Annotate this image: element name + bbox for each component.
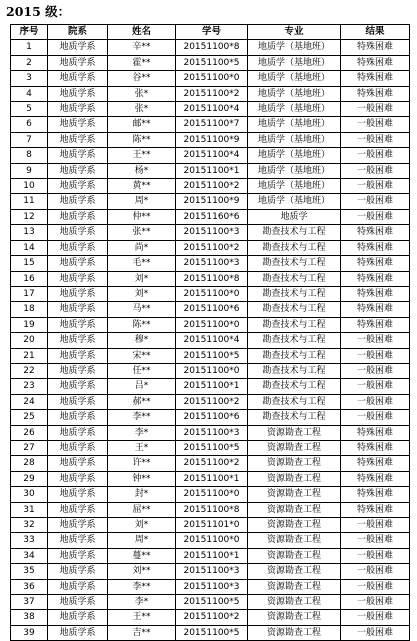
cell-major: 勘查技术与工程 [248, 256, 341, 271]
cell-student-id: 20151160*6 [176, 209, 248, 224]
student-table [10, 24, 410, 641]
cell-index: 7 [11, 132, 48, 147]
cell-index: 39 [11, 625, 48, 640]
table-row [11, 379, 410, 394]
cell-name: 张* [108, 86, 176, 101]
table-row [11, 102, 410, 117]
cell-name: 许** [108, 456, 176, 471]
cell-index: 12 [11, 209, 48, 224]
cell-student-id: 20151100*3 [176, 564, 248, 579]
cell-student-id: 20151100*2 [176, 179, 248, 194]
cell-index: 23 [11, 379, 48, 394]
cell-index: 19 [11, 317, 48, 332]
cell-result: 一般困难 [341, 394, 410, 409]
cell-student-id: 20151100*1 [176, 548, 248, 563]
cell-student-id: 20151100*0 [176, 363, 248, 378]
cell-department: 地质学系 [48, 456, 108, 471]
cell-major: 资源勘查工程 [248, 625, 341, 640]
table-row [11, 425, 410, 440]
cell-index: 3 [11, 71, 48, 86]
cell-department: 地质学系 [48, 117, 108, 132]
cell-major: 资源勘查工程 [248, 471, 341, 486]
cell-name: 穆* [108, 333, 176, 348]
cell-major: 地质学（基地班） [248, 86, 341, 101]
table-row [11, 71, 410, 86]
cell-department: 地质学系 [48, 333, 108, 348]
cell-major: 地质学（基地班） [248, 163, 341, 178]
cell-result: 特殊困难 [341, 225, 410, 240]
cell-result: 特殊困难 [341, 271, 410, 286]
cell-major: 地质学（基地班） [248, 71, 341, 86]
table-row [11, 333, 410, 348]
cell-result: 一般困难 [341, 132, 410, 147]
cell-name: 李* [108, 425, 176, 440]
cell-name: 吉** [108, 625, 176, 640]
cell-major: 地质学（基地班） [248, 179, 341, 194]
cell-student-id: 20151100*0 [176, 317, 248, 332]
cell-result: 一般困难 [341, 410, 410, 425]
cell-name: 宋** [108, 348, 176, 363]
cell-student-id: 20151100*0 [176, 286, 248, 301]
cell-student-id: 20151100*1 [176, 379, 248, 394]
cell-major: 资源勘查工程 [248, 548, 341, 563]
cell-major: 地质学（基地班） [248, 132, 341, 147]
cell-student-id: 20151100*8 [176, 271, 248, 286]
cell-department: 地质学系 [48, 425, 108, 440]
cell-department: 地质学系 [48, 487, 108, 502]
cell-department: 地质学系 [48, 148, 108, 163]
cell-result: 特殊困难 [341, 71, 410, 86]
cell-department: 地质学系 [48, 286, 108, 301]
cell-index: 37 [11, 595, 48, 610]
cell-department: 地质学系 [48, 132, 108, 147]
cell-student-id: 20151100*8 [176, 40, 248, 55]
cell-student-id: 20151100*4 [176, 102, 248, 117]
cell-index: 2 [11, 55, 48, 70]
cell-major: 勘查技术与工程 [248, 333, 341, 348]
cell-department: 地质学系 [48, 610, 108, 625]
cell-name: 陈** [108, 317, 176, 332]
cell-result: 特殊困难 [341, 487, 410, 502]
table-row [11, 302, 410, 317]
cell-result: 特殊困难 [341, 502, 410, 517]
cell-major: 资源勘查工程 [248, 456, 341, 471]
cell-major: 勘查技术与工程 [248, 271, 341, 286]
cell-student-id: 20151100*3 [176, 425, 248, 440]
cell-index: 27 [11, 440, 48, 455]
cell-major: 资源勘查工程 [248, 502, 341, 517]
cell-name: 刘* [108, 271, 176, 286]
cell-result: 一般困难 [341, 148, 410, 163]
cell-department: 地质学系 [48, 271, 108, 286]
cell-student-id: 20151100*5 [176, 440, 248, 455]
cell-name: 王** [108, 610, 176, 625]
cell-major: 勘查技术与工程 [248, 379, 341, 394]
cell-name: 刘* [108, 286, 176, 301]
page-title: 2015 级： [6, 4, 71, 19]
cell-student-id: 20151100*0 [176, 533, 248, 548]
cell-major: 地质学（基地班） [248, 40, 341, 55]
cell-index: 10 [11, 179, 48, 194]
cell-department: 地质学系 [48, 533, 108, 548]
cell-student-id: 20151100*4 [176, 333, 248, 348]
cell-student-id: 20151100*9 [176, 132, 248, 147]
cell-index: 32 [11, 518, 48, 533]
cell-student-id: 20151100*5 [176, 595, 248, 610]
table-row [11, 625, 410, 640]
cell-department: 地质学系 [48, 363, 108, 378]
cell-name: 李** [108, 579, 176, 594]
cell-result: 特殊困难 [341, 317, 410, 332]
cell-index: 33 [11, 533, 48, 548]
cell-index: 18 [11, 302, 48, 317]
cell-name: 霍** [108, 55, 176, 70]
cell-name: 刘* [108, 518, 176, 533]
cell-department: 地质学系 [48, 502, 108, 517]
cell-index: 31 [11, 502, 48, 517]
cell-department: 地质学系 [48, 579, 108, 594]
cell-index: 5 [11, 102, 48, 117]
cell-result: 一般困难 [341, 625, 410, 640]
cell-index: 11 [11, 194, 48, 209]
cell-index: 1 [11, 40, 48, 55]
cell-name: 邮** [108, 117, 176, 132]
cell-index: 28 [11, 456, 48, 471]
cell-department: 地质学系 [48, 256, 108, 271]
cell-result: 一般困难 [341, 348, 410, 363]
cell-student-id: 20151100*9 [176, 194, 248, 209]
cell-index: 30 [11, 487, 48, 502]
cell-department: 地质学系 [48, 410, 108, 425]
cell-major: 地质学（基地班） [248, 148, 341, 163]
header-major: 专业 [248, 25, 341, 40]
table-body [11, 40, 410, 641]
cell-student-id: 20151100*3 [176, 256, 248, 271]
cell-major: 勘查技术与工程 [248, 240, 341, 255]
cell-student-id: 20151100*4 [176, 148, 248, 163]
cell-result: 特殊困难 [341, 240, 410, 255]
cell-result: 一般困难 [341, 117, 410, 132]
cell-department: 地质学系 [48, 548, 108, 563]
cell-department: 地质学系 [48, 564, 108, 579]
table-row [11, 456, 410, 471]
cell-index: 6 [11, 117, 48, 132]
cell-major: 资源勘查工程 [248, 425, 341, 440]
cell-result: 一般困难 [341, 564, 410, 579]
cell-student-id: 20151100*0 [176, 71, 248, 86]
cell-department: 地质学系 [48, 595, 108, 610]
table-row [11, 86, 410, 101]
header-result: 结果 [341, 25, 410, 40]
cell-result: 一般困难 [341, 610, 410, 625]
header-student-id: 学号 [176, 25, 248, 40]
cell-name: 辛** [108, 40, 176, 55]
cell-index: 29 [11, 471, 48, 486]
cell-name: 仲** [108, 209, 176, 224]
cell-major: 资源勘查工程 [248, 487, 341, 502]
cell-index: 16 [11, 271, 48, 286]
cell-student-id: 20151100*3 [176, 579, 248, 594]
cell-department: 地质学系 [48, 102, 108, 117]
cell-result: 一般困难 [341, 533, 410, 548]
cell-department: 地质学系 [48, 379, 108, 394]
cell-major: 勘查技术与工程 [248, 317, 341, 332]
cell-major: 资源勘查工程 [248, 518, 341, 533]
cell-name: 王* [108, 440, 176, 455]
table-row [11, 225, 410, 240]
cell-result: 一般困难 [341, 163, 410, 178]
cell-index: 8 [11, 148, 48, 163]
cell-student-id: 20151100*2 [176, 86, 248, 101]
cell-name: 杨* [108, 163, 176, 178]
cell-major: 资源勘查工程 [248, 533, 341, 548]
cell-result: 一般困难 [341, 548, 410, 563]
cell-name: 张* [108, 102, 176, 117]
cell-name: 马** [108, 302, 176, 317]
table-row [11, 471, 410, 486]
table-row [11, 256, 410, 271]
cell-name: 李** [108, 410, 176, 425]
table-row [11, 117, 410, 132]
cell-major: 资源勘查工程 [248, 440, 341, 455]
cell-name: 吕* [108, 379, 176, 394]
cell-name: 王** [108, 148, 176, 163]
header-index: 序号 [11, 25, 48, 40]
cell-name: 尚* [108, 240, 176, 255]
header-name: 姓名 [108, 25, 176, 40]
cell-student-id: 20151101*0 [176, 518, 248, 533]
table-row [11, 518, 410, 533]
cell-result: 特殊困难 [341, 425, 410, 440]
cell-name: 黄** [108, 179, 176, 194]
cell-department: 地质学系 [48, 179, 108, 194]
cell-major: 地质学 [248, 209, 341, 224]
table-row [11, 194, 410, 209]
cell-student-id: 20151100*5 [176, 55, 248, 70]
cell-major: 勘查技术与工程 [248, 225, 341, 240]
cell-major: 资源勘查工程 [248, 595, 341, 610]
cell-student-id: 20151100*1 [176, 471, 248, 486]
cell-index: 14 [11, 240, 48, 255]
cell-index: 25 [11, 410, 48, 425]
cell-student-id: 20151100*2 [176, 456, 248, 471]
cell-department: 地质学系 [48, 209, 108, 224]
table-row [11, 317, 410, 332]
cell-major: 地质学（基地班） [248, 55, 341, 70]
cell-index: 22 [11, 363, 48, 378]
table-row [11, 394, 410, 409]
cell-name: 陈** [108, 132, 176, 147]
cell-name: 刘** [108, 564, 176, 579]
cell-index: 35 [11, 564, 48, 579]
table-row [11, 564, 410, 579]
table-row [11, 148, 410, 163]
cell-result: 一般困难 [341, 102, 410, 117]
cell-name: 周* [108, 533, 176, 548]
table-row [11, 610, 410, 625]
cell-major: 资源勘查工程 [248, 579, 341, 594]
cell-department: 地质学系 [48, 40, 108, 55]
cell-student-id: 20151100*3 [176, 225, 248, 240]
cell-department: 地质学系 [48, 302, 108, 317]
cell-department: 地质学系 [48, 625, 108, 640]
table-row [11, 410, 410, 425]
cell-name: 屈** [108, 502, 176, 517]
cell-student-id: 20151100*8 [176, 502, 248, 517]
cell-major: 勘查技术与工程 [248, 286, 341, 301]
cell-result: 特殊困难 [341, 471, 410, 486]
cell-major: 地质学（基地班） [248, 102, 341, 117]
cell-index: 4 [11, 86, 48, 101]
table-row [11, 132, 410, 147]
cell-result: 特殊困难 [341, 86, 410, 101]
cell-department: 地质学系 [48, 317, 108, 332]
cell-result: 一般困难 [341, 518, 410, 533]
cell-result: 特殊困难 [341, 456, 410, 471]
cell-name: 封* [108, 487, 176, 502]
cell-name: 钟** [108, 471, 176, 486]
cell-result: 一般困难 [341, 333, 410, 348]
cell-department: 地质学系 [48, 240, 108, 255]
cell-major: 资源勘查工程 [248, 610, 341, 625]
cell-index: 20 [11, 333, 48, 348]
cell-student-id: 20151100*0 [176, 487, 248, 502]
cell-index: 24 [11, 394, 48, 409]
cell-name: 郝** [108, 394, 176, 409]
cell-name: 毛** [108, 256, 176, 271]
table-row [11, 240, 410, 255]
cell-result: 特殊困难 [341, 440, 410, 455]
cell-result: 一般困难 [341, 379, 410, 394]
cell-major: 地质学（基地班） [248, 194, 341, 209]
cell-department: 地质学系 [48, 163, 108, 178]
cell-index: 9 [11, 163, 48, 178]
cell-department: 地质学系 [48, 518, 108, 533]
table-row [11, 440, 410, 455]
cell-index: 38 [11, 610, 48, 625]
cell-department: 地质学系 [48, 394, 108, 409]
cell-student-id: 20151100*6 [176, 302, 248, 317]
cell-student-id: 20151100*2 [176, 610, 248, 625]
cell-major: 勘查技术与工程 [248, 410, 341, 425]
cell-student-id: 20151100*7 [176, 117, 248, 132]
cell-result: 一般困难 [341, 179, 410, 194]
cell-department: 地质学系 [48, 86, 108, 101]
cell-result: 特殊困难 [341, 55, 410, 70]
cell-name: 周* [108, 194, 176, 209]
cell-student-id: 20151100*1 [176, 163, 248, 178]
table-row [11, 40, 410, 55]
header-department: 院系 [48, 25, 108, 40]
cell-result: 特殊困难 [341, 286, 410, 301]
table-row [11, 579, 410, 594]
cell-major: 勘查技术与工程 [248, 348, 341, 363]
table-row [11, 487, 410, 502]
cell-index: 13 [11, 225, 48, 240]
cell-department: 地质学系 [48, 471, 108, 486]
table-row [11, 548, 410, 563]
table-row [11, 286, 410, 301]
table-row [11, 271, 410, 286]
table-row [11, 595, 410, 610]
table-row [11, 502, 410, 517]
cell-index: 26 [11, 425, 48, 440]
cell-name: 谷** [108, 71, 176, 86]
cell-department: 地质学系 [48, 55, 108, 70]
cell-department: 地质学系 [48, 348, 108, 363]
cell-department: 地质学系 [48, 71, 108, 86]
cell-name: 任** [108, 363, 176, 378]
cell-student-id: 20151100*2 [176, 240, 248, 255]
cell-result: 一般困难 [341, 194, 410, 209]
table-row [11, 179, 410, 194]
cell-result: 特殊困难 [341, 40, 410, 55]
cell-index: 15 [11, 256, 48, 271]
cell-major: 勘查技术与工程 [248, 302, 341, 317]
table-row [11, 533, 410, 548]
cell-major: 勘查技术与工程 [248, 394, 341, 409]
cell-student-id: 20151100*5 [176, 625, 248, 640]
cell-index: 34 [11, 548, 48, 563]
cell-result: 一般困难 [341, 363, 410, 378]
cell-major: 资源勘查工程 [248, 564, 341, 579]
table-row [11, 55, 410, 70]
cell-student-id: 20151100*2 [176, 394, 248, 409]
cell-index: 17 [11, 286, 48, 301]
table-row [11, 348, 410, 363]
cell-department: 地质学系 [48, 194, 108, 209]
table-header-row [11, 25, 410, 40]
cell-major: 地质学（基地班） [248, 117, 341, 132]
cell-result: 一般困难 [341, 209, 410, 224]
cell-student-id: 20151100*5 [176, 348, 248, 363]
table-row [11, 209, 410, 224]
cell-result: 特殊困难 [341, 256, 410, 271]
cell-name: 张** [108, 225, 176, 240]
cell-major: 勘查技术与工程 [248, 363, 341, 378]
cell-name: 蔓** [108, 548, 176, 563]
cell-department: 地质学系 [48, 225, 108, 240]
table-row [11, 163, 410, 178]
cell-index: 36 [11, 579, 48, 594]
cell-department: 地质学系 [48, 440, 108, 455]
cell-result: 特殊困难 [341, 302, 410, 317]
cell-index: 21 [11, 348, 48, 363]
cell-result: 一般困难 [341, 595, 410, 610]
cell-name: 李* [108, 595, 176, 610]
cell-student-id: 20151100*6 [176, 410, 248, 425]
table-row [11, 363, 410, 378]
cell-result: 一般困难 [341, 579, 410, 594]
